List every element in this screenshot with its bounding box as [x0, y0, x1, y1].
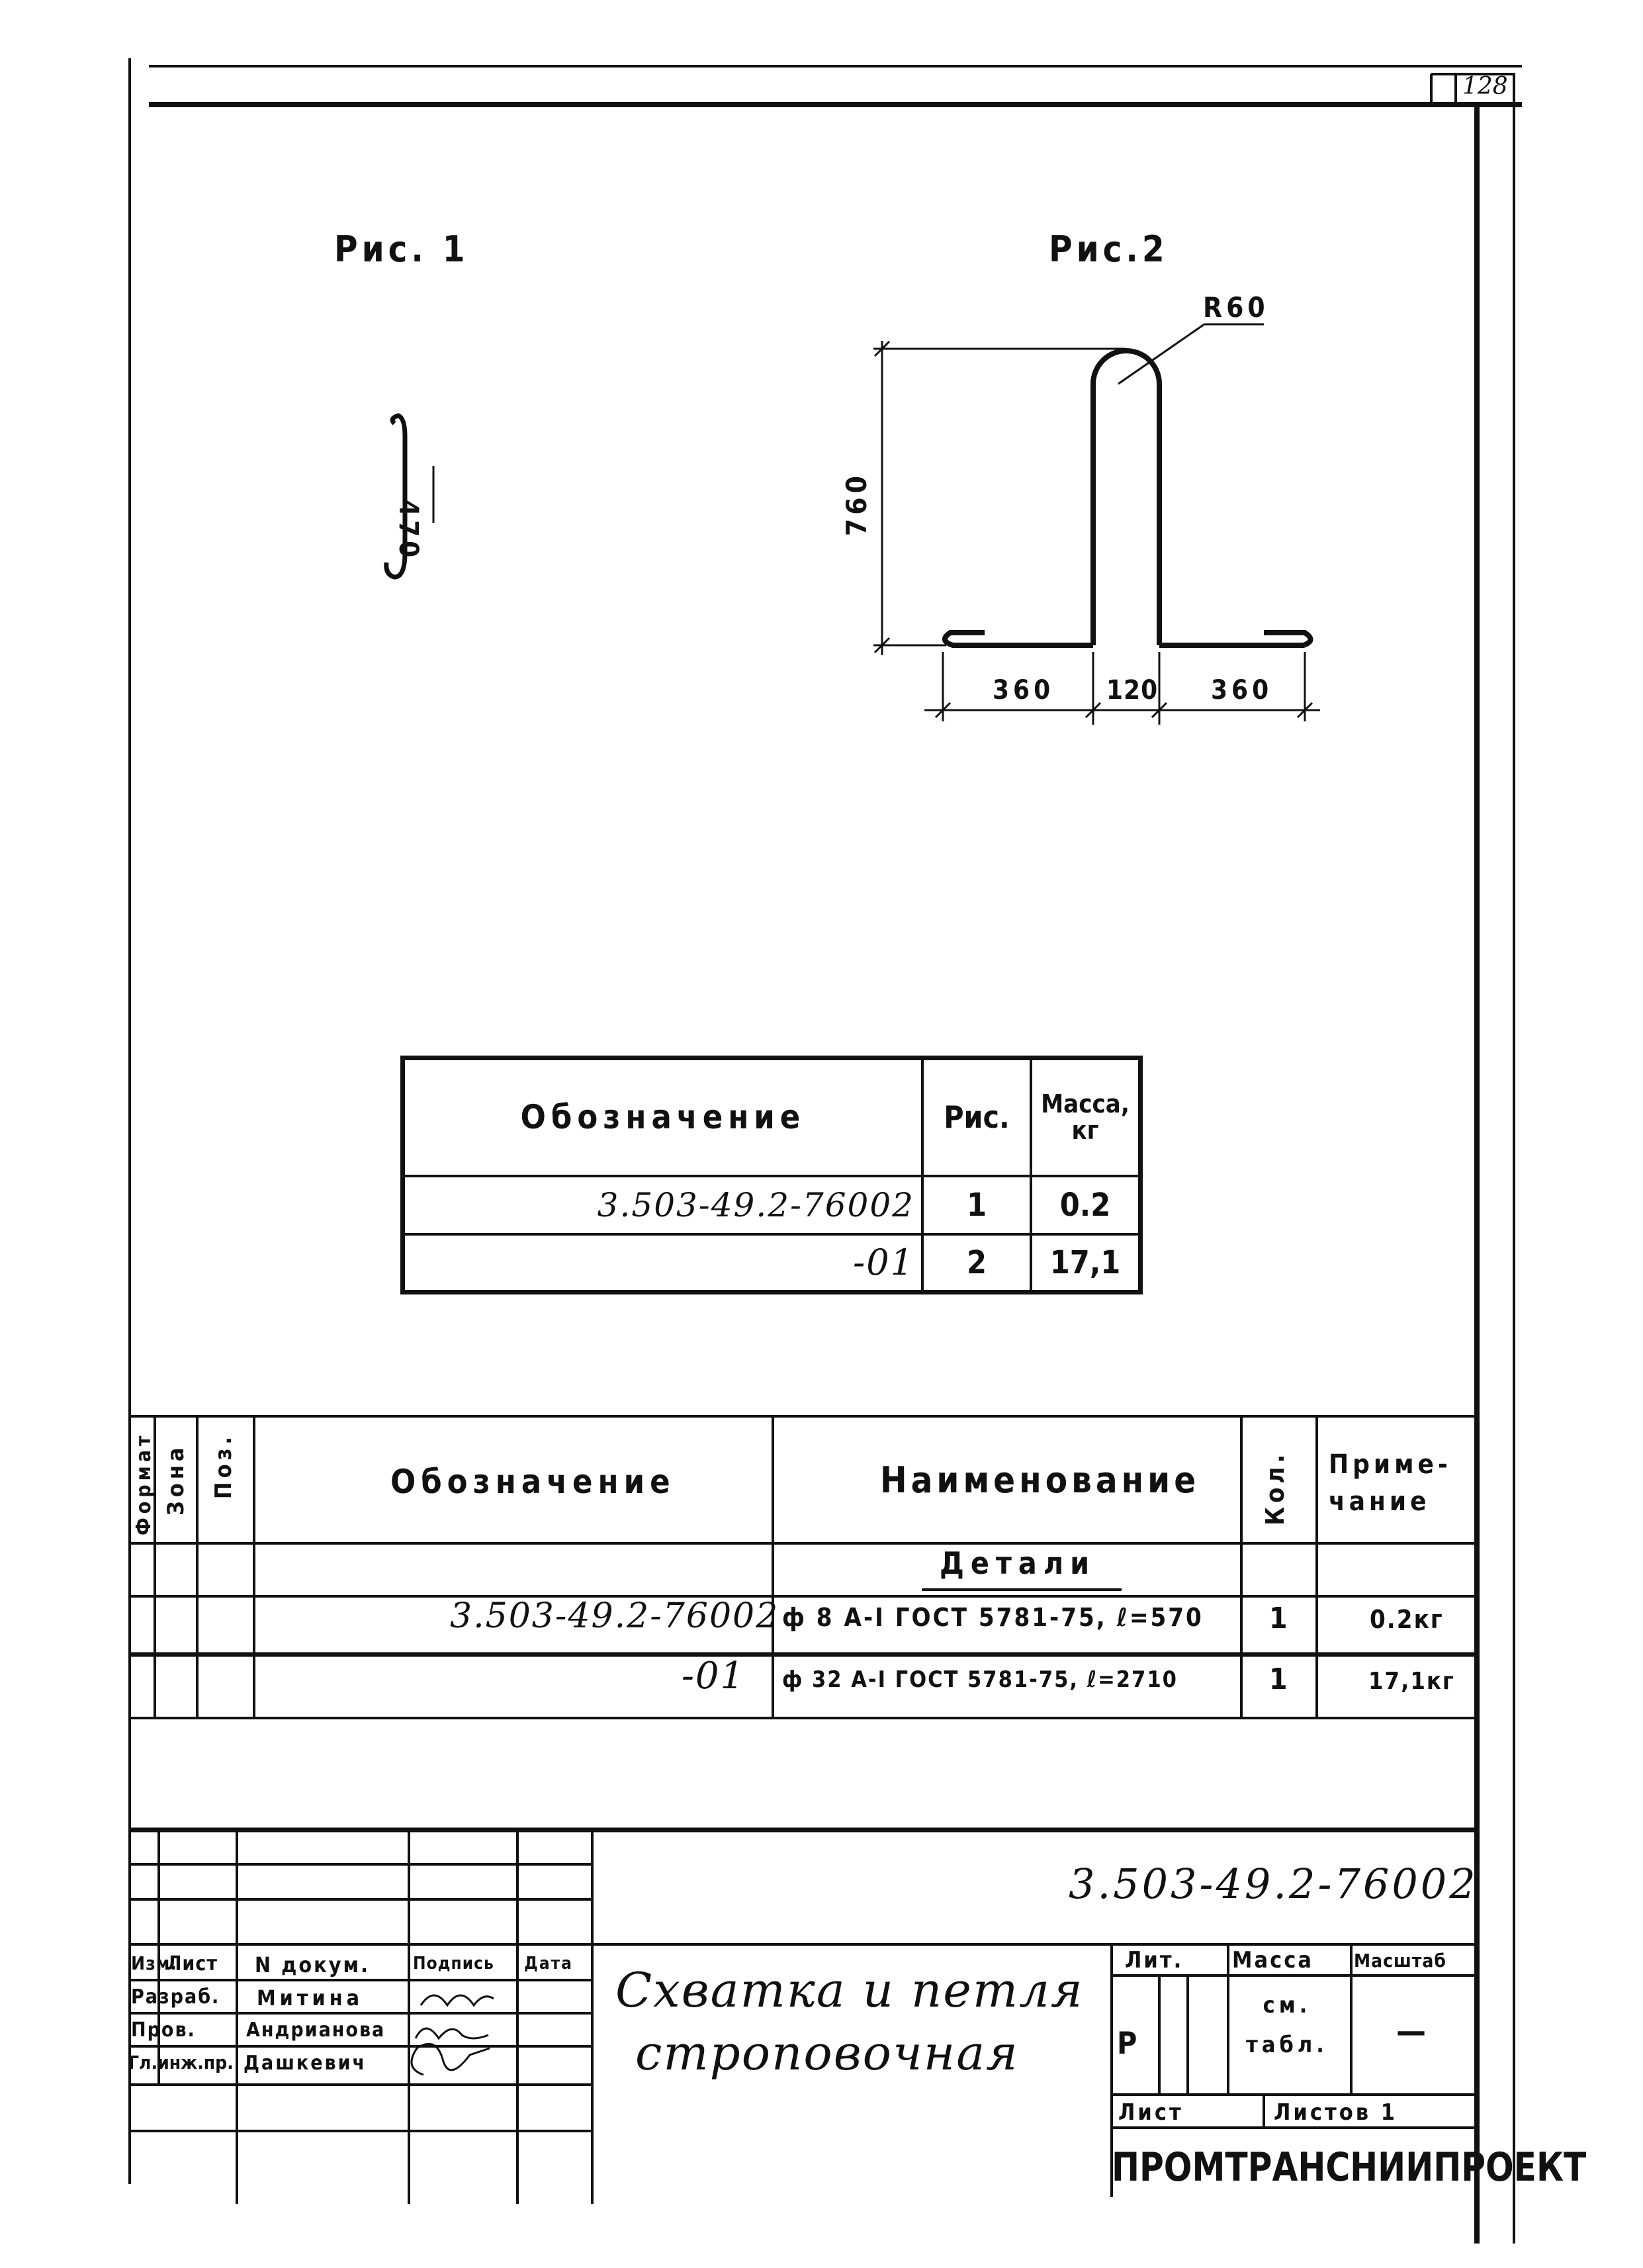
name-chief-engineer: Дашкевич: [244, 2052, 367, 2075]
signatures: [412, 1995, 494, 2075]
signature-mitina: [421, 1995, 494, 2005]
mass-value: см. табл.: [1246, 1992, 1328, 2058]
lit-value: Р: [1117, 2025, 1141, 2061]
figure2-dim-right: 360: [1211, 675, 1273, 705]
mass-table-header-mass: Масса, кг: [1031, 1058, 1141, 1176]
spec-header-pos: Поз.: [210, 1432, 237, 1499]
sheets-label: Листов 1: [1274, 2099, 1398, 2126]
spec-row1-name: ф 8 А-I ГОСТ 5781-75, ℓ=570: [782, 1603, 1204, 1632]
mass-table-row2-fig: 2: [922, 1234, 1031, 1293]
spec-row2-qty: 1: [1269, 1662, 1292, 1696]
col-header-sheet: Лист: [167, 1952, 218, 1975]
lit-label: Лит.: [1125, 1947, 1184, 1973]
spec-section-title: Детали: [940, 1545, 1096, 1581]
mass-table-row1-fig: 1: [922, 1176, 1031, 1234]
figure2-radius: R60: [1203, 291, 1269, 324]
sheet-number: 128: [1462, 73, 1508, 100]
mass-table-header-designation: Обозначение: [403, 1058, 923, 1176]
spec-header-qty: Кол.: [1261, 1450, 1290, 1525]
figure2-title: Рис.2: [1049, 228, 1169, 270]
spec-row2-designation: -01: [682, 1655, 746, 1698]
spec-header-name: Наименование: [880, 1459, 1200, 1501]
mass-label: Масса: [1232, 1947, 1313, 1973]
organization: ПРОМТРАНСНИИПРОЕКТ: [1112, 2144, 1587, 2191]
figure2-height: 760: [840, 472, 873, 536]
role-developer: Разраб.: [131, 1985, 220, 2009]
col-header-date: Дата: [524, 1954, 573, 1973]
role-checker: Пров.: [131, 2019, 196, 2042]
spec-row2-note: 17,1кг: [1368, 1668, 1455, 1695]
spec-row1-qty: 1: [1269, 1602, 1292, 1635]
figure2-dim-mid: 120: [1106, 675, 1159, 705]
figure1-dim-length: 470: [393, 500, 423, 562]
sheet-label: Лист: [1118, 2099, 1184, 2126]
figure2-dimensions: [873, 324, 1320, 725]
title-line1: Схватка и петля: [615, 1962, 1084, 2018]
mass-table-row1-mass: 0.2: [1031, 1176, 1141, 1234]
col-header-signature: Подпись: [413, 1954, 494, 1973]
figure1-title: Рис. 1: [334, 228, 469, 270]
mass-table-row1-designation: 3.503-49.2-76002: [403, 1176, 923, 1234]
spec-row2-name: ф 32 А-I ГОСТ 5781-75, ℓ=2710: [782, 1666, 1178, 1693]
role-chief-engineer: Гл.инж.пр.: [128, 2052, 234, 2073]
scale-value: —: [1396, 2012, 1430, 2050]
mass-table-row2-designation: -01: [403, 1234, 923, 1293]
name-developer: Митина: [257, 1985, 363, 2011]
figure2-dim-left: 360: [993, 675, 1055, 705]
figure2-loop: [945, 351, 1311, 645]
spec-header-note: Приме-чание: [1329, 1449, 1452, 1517]
spec-header-format: Формат: [132, 1431, 155, 1535]
signature-andrianova: [416, 2028, 488, 2038]
col-header-change: Изм.: [131, 1952, 177, 1974]
spec-row1-note: 0.2кг: [1370, 1605, 1444, 1634]
spec-header-designation: Обозначение: [390, 1463, 676, 1501]
spec-row1-designation: 3.503-49.2-76002: [450, 1596, 779, 1636]
spec-header-zone: Зона: [163, 1443, 189, 1516]
scale-label: Масштаб: [1354, 1950, 1446, 1972]
name-checker: Андрианова: [246, 2019, 386, 2042]
col-header-docno: N докум.: [255, 1952, 370, 1977]
signature-dashkevich: [412, 2044, 490, 2075]
title-line2: строповочная: [635, 2025, 1019, 2081]
mass-table: [400, 1056, 1143, 1294]
mass-table-header-fig: Рис.: [922, 1058, 1031, 1176]
document-code: 3.503-49.2-76002: [1069, 1860, 1478, 1908]
mass-table-row2-mass: 17,1: [1031, 1234, 1141, 1293]
